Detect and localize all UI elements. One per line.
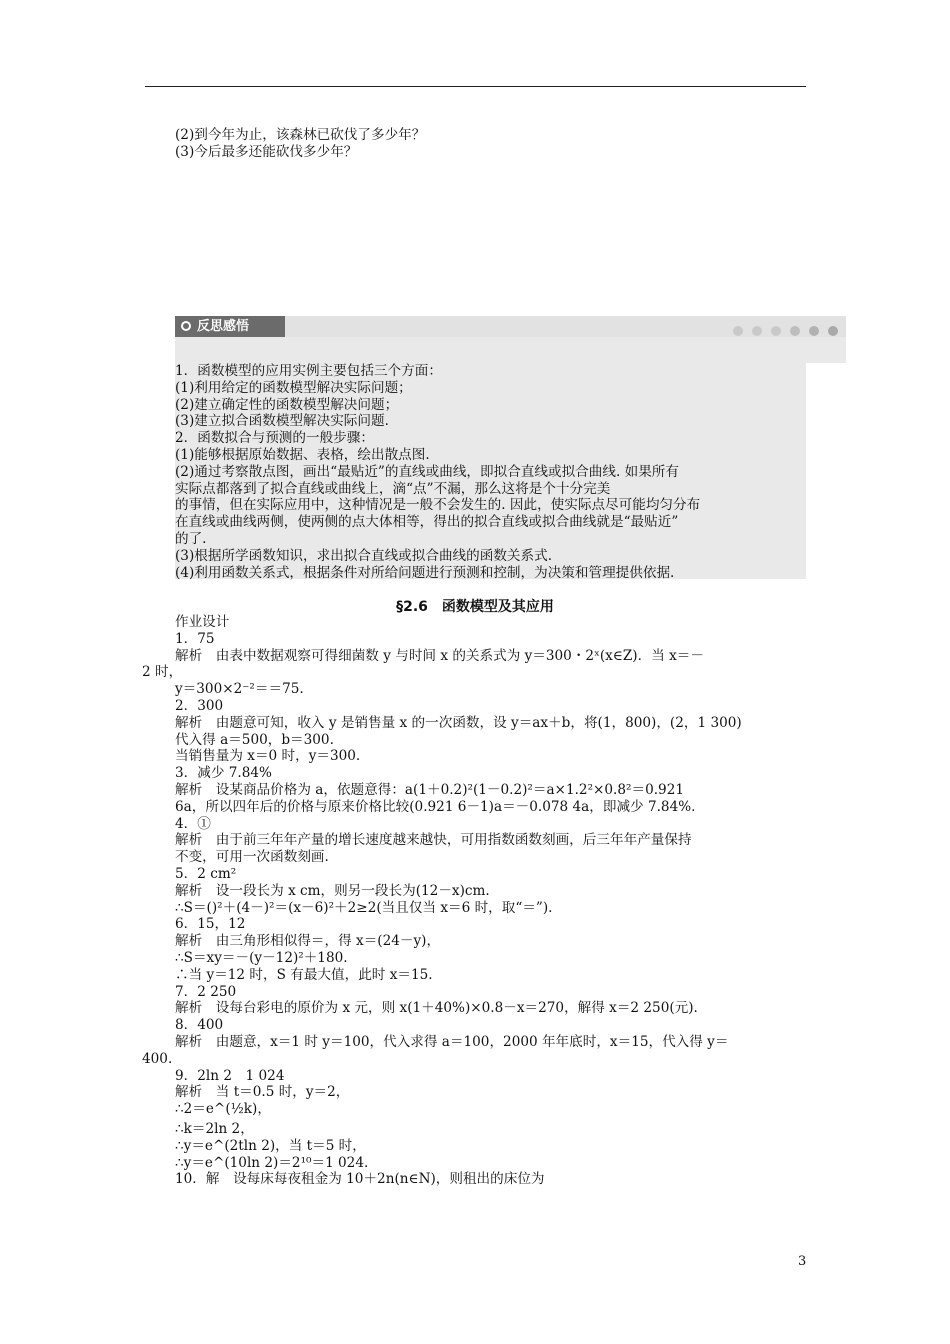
text-line: y＝300×2⁻²＝＝75. [175,681,304,698]
text-line: (4)利用函数关系式，根据条件对所给问题进行预测和控制，为决策和管理提供依据. [175,564,675,581]
text-line: 解析 设某商品价格为 a，依题意得：a(1＋0.2)²(1－0.2)²＝a×1.2²×0.8²＝0.921 [175,781,684,798]
text-line: 9．2ln 2 1 024 [175,1067,285,1084]
text-line: 解析 由题意可知，收入 y 是销售量 x 的一次函数，设 y＝ax＋b，将(1，800)，(2，1 300) [175,714,742,731]
dot-icon [733,326,743,336]
text-line: (2)通过考察散点图，画出“最贴近”的直线或曲线，即拟合直线或拟合曲线. 如果所有 [175,463,679,480]
text-line: 2 时， [142,664,183,681]
text-line: 解析 由三角形相似得＝，得 x＝(24－y)， [175,933,441,950]
text-line: 1．函数模型的应用实例主要包括三个方面： [175,363,442,379]
text-line: 代入得 a＝500，b＝300. [175,731,334,748]
text-line: 7．2 250 [175,983,237,1000]
text-line: 当销售量为 x＝0 时，y＝300. [175,748,361,765]
reflection-header-bar [175,316,846,337]
text-line: 400. [142,1050,173,1067]
text-line: 解析 由于前三年年产量的增长速度越来越快，可用指数函数刻画，后三年年产量保持 [175,832,692,849]
reflection-heading-text: 反思感悟 [197,319,250,334]
text-line: ∴y＝e^(2tln 2)，当 t＝5 时， [175,1137,366,1154]
text-line: 解析 由题意，x＝1 时 y＝100，代入求得 a＝100，2000 年年底时，x＝15，代入得 y＝ [175,1033,729,1050]
text-line: (2)到今年为止，该森林已砍伐了多少年？ [175,127,426,143]
text-line: ∴S＝()²＋(4－)²＝(x－6)²＋2≥2(当且仅当 x＝6 时，取“＝”). [175,899,553,916]
text-line: 实际点都落到了拟合直线或曲线上，滴“点”不漏，那么这将是个十分完美 [175,480,611,497]
dot-icon [771,326,781,336]
dot-icon [752,326,762,336]
text-line: ∴k＝2ln 2， [175,1120,254,1137]
question-block [175,127,811,161]
header-rule [145,86,806,87]
text-line: (1)利用给定的函数模型解决实际问题； [175,379,412,396]
text-line: 2．300 [175,697,224,714]
reflection-text [175,363,811,581]
text-line: (3)今后最多还能砍伐多少年？ [175,143,358,160]
text-line: ∴y＝e^(10ln 2)＝2¹⁰＝1 024. [175,1154,369,1171]
text-line: 4．① [175,815,211,832]
text-line: 6．15，12 [175,916,246,933]
circle-bullet-icon [181,321,191,331]
text-line: 解析 设一段长为 x cm，则另一段长为(12－x)cm. [175,882,490,899]
reflection-strip [175,337,846,363]
text-line: 2．函数拟合与预测的一般步骤： [175,430,374,447]
text-line: ∴2＝e^(½k)， [175,1101,271,1118]
page-number: 3 [798,1254,807,1269]
text-line: 5．2 cm² [175,865,237,882]
dot-icon [828,326,838,336]
text-line: (1)能够根据原始数据、表格，绘出散点图. [175,446,430,463]
dot-icon [809,326,819,336]
text-line: 10．解 设每床每夜租金为 10＋2n(n∈N)，则租出的床位为 [175,1171,545,1188]
text-line: 解析 由表中数据观察可得细菌数 y 与时间 x 的关系式为 y＝300・2ˣ(x∈Z)．当 x＝－ [175,647,704,664]
reflection-heading [175,316,285,337]
text-line: 3．减少 7.84% [175,765,272,782]
text-line: 8．400 [175,1017,224,1034]
text-line: 1．75 [175,630,215,647]
section-title: §2.6 函数模型及其应用 [396,599,554,615]
text-line: (3)建立拟合函数模型解决实际问题. [175,413,389,430]
text-line: 作业设计 [175,614,230,630]
text-line: ∴当 y＝12 时，S 有最大值，此时 x＝15. [175,966,433,983]
text-line: 的事情，但在实际应用中，这种情况是一般不会发生的. 因此，使实际点尽可能均匀分布 [175,497,701,514]
text-line: 不变，可用一次函数刻画. [175,849,329,866]
text-line: (3)根据所学函数知识，求出拟合直线或拟合曲线的函数关系式. [175,547,553,564]
dot-icon [790,326,800,336]
text-line: (2)建立确定性的函数模型解决问题； [175,396,399,413]
text-line: 解析 设每台彩电的原价为 x 元，则 x(1＋40%)×0.8－x＝270，解得 x＝2 250(元). [175,1000,698,1017]
text-line: 的了. [175,530,207,547]
text-line: 6a，所以四年后的价格与原来价格比较(0.921 6－1)a＝－0.078 4a，即减少 7.84%. [175,798,696,815]
text-line: ∴S＝xy＝－(y－12)²＋180. [175,949,348,966]
text-line: 解析 当 t＝0.5 时，y＝2， [175,1084,350,1101]
answer-block [142,614,815,1188]
text-line: 在直线或曲线两侧，使两侧的点大体相等，得出的拟合直线或拟合曲线就是“最贴近” [175,514,679,531]
